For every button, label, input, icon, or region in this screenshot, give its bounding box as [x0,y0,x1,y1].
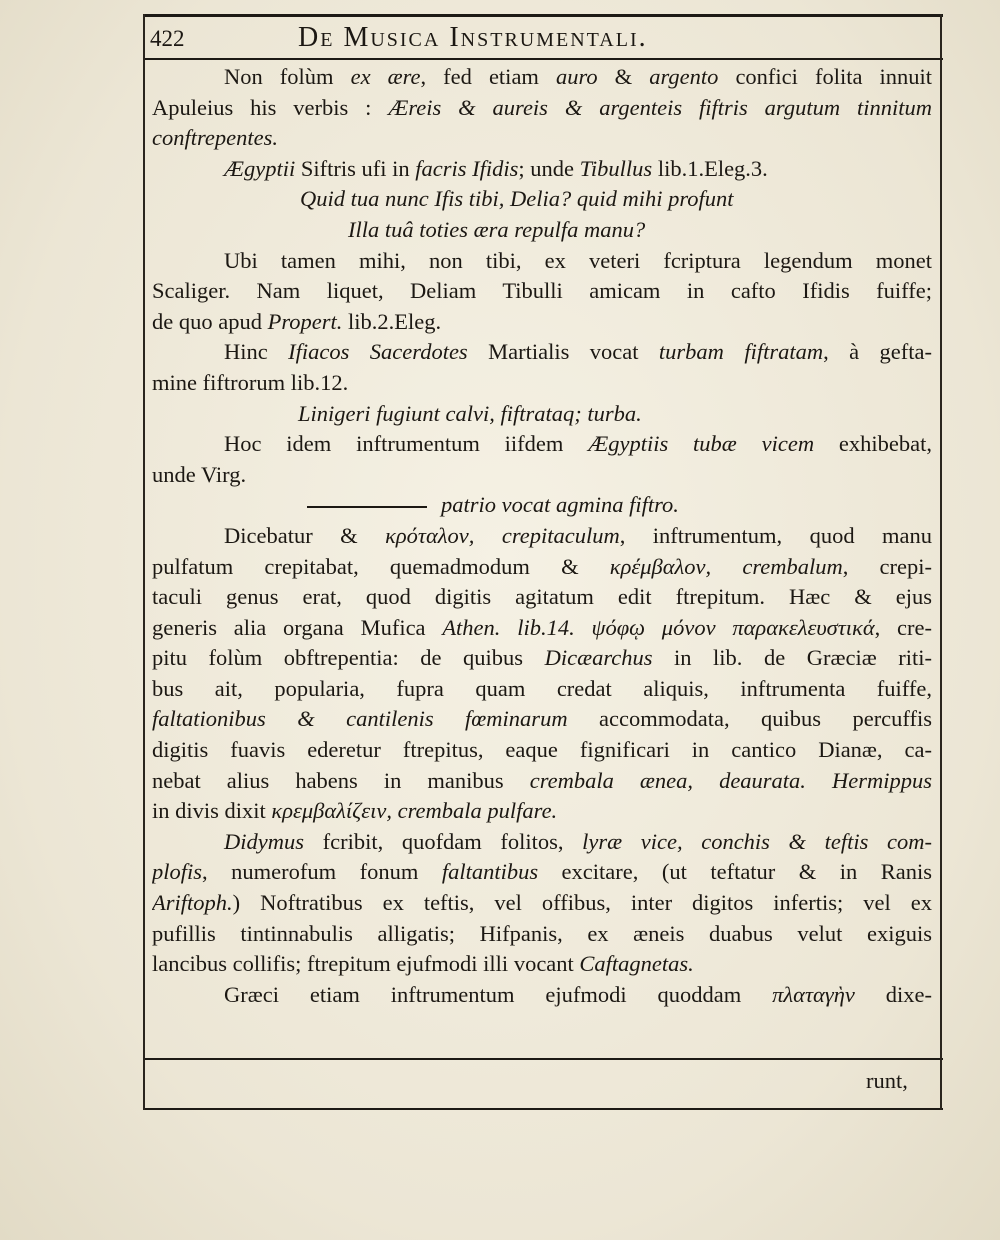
text-line: Ariftoph.) Noftratibus ex teftis, vel offibus, inter digitos infertis; vel ex [152,890,932,916]
text-line: Illa tuâ toties æra repulfa manu? [348,216,646,242]
text-line: faltationibus & cantilenis fœminarum accommodata, quibus percuffis [152,706,932,732]
text-line: Linigeri fugiunt calvi, fiftrataq; turba. [298,400,642,426]
text-line: unde Virg. [152,461,247,487]
text-line: plofis, numerofum fonum faltantibus excitare, (ut teftatur & in Ranis [152,859,932,885]
text-line: Didymus fcribit, quofdam folitos, lyræ vice, conchis & teftis com- [224,828,932,854]
body-text [152,62,932,1010]
text-line: Dicebatur & κρόταλον, crepitaculum, inftrumentum, quod manu [224,522,932,548]
text-line: pulfatum crepitabat, quemadmodum & κρέμβαλον, crembalum, crepi- [152,553,932,579]
page-number: 422 [150,26,185,51]
left-border [143,14,145,1110]
text-line: bus ait, popularia, fupra quam credat aliquis, inftrumenta fuiffe, [152,675,932,701]
text-line: Scaliger. Nam liquet, Deliam Tibulli amicam in cafto Ifidis fuiffe; [152,278,932,304]
text-line: pufillis tintinnabulis alligatis; Hifpanis, ex æneis duabus velut exiguis [152,920,932,946]
text-line: Quid tua nunc Ifis tibi, Delia? quid mihi profunt [300,186,734,212]
text-line: nebat alius habens in manibus crembala ænea, deaurata. Hermippus [152,767,932,793]
text-line: lancibus collifis; ftrepitum ejufmodi illi vocant Caftagnetas. [152,951,694,977]
text-line: Ubi tamen mihi, non tibi, ex veteri fcriptura legendum monet [224,247,932,273]
bottom-rule [143,1058,943,1060]
header-rule [143,58,943,60]
text-line: conftrepentes. [152,125,279,151]
footer-rule [143,1108,943,1110]
text-line: Hinc Ifiacos Sacerdotes Martialis vocat turbam fiftratam, à gefta- [224,339,932,365]
text-line: taculi genus erat, quod digitis agitatum edit ftrepitum. Hæc & ejus [152,584,932,610]
text-line: Ægyptii Siftris ufi in facris Ifidis; unde Tibullus lib.1.Eleg.3. [224,155,768,181]
text-line: de quo apud Propert. lib.2.Eleg. [152,308,442,334]
top-rule [143,14,943,17]
text-line: Hoc idem inftrumentum iifdem Ægyptiis tubæ vicem exhibebat, [224,431,932,457]
text-line: patrio vocat agmina fiftro. [152,490,932,521]
text-line: Græci etiam inftrumentum ejufmodi quoddam πλαταγὴν dixe- [224,981,932,1007]
text-line: digitis fuavis ederetur ftrepitus, eaque fignificari in cantico Dianæ, ca- [152,737,932,763]
right-border [940,14,942,1110]
text-line: Non folùm ex ære, fed etiam auro & argento confici folita innuit [224,64,932,89]
text-line: in divis dixit κρεμβαλίζειν, crembala pulfare. [152,798,558,824]
text-line: Apuleius his verbis : Æreis & aureis & argenteis fiftris argutum tinnitum [152,94,932,120]
text-line: pitu folùm obftrepentia: de quibus Dicæarchus in lib. de Græciæ riti- [152,645,932,671]
catchword: runt, [866,1068,908,1093]
text-line: mine fiftrorum lib.12. [152,369,349,395]
page-header [148,18,938,56]
running-head: De Musica Instrumentali. [298,22,648,53]
text-line: generis alia organa Mufica Athen. lib.14. ψόφῳ μόνον παρακελευστικά, cre- [152,614,932,640]
